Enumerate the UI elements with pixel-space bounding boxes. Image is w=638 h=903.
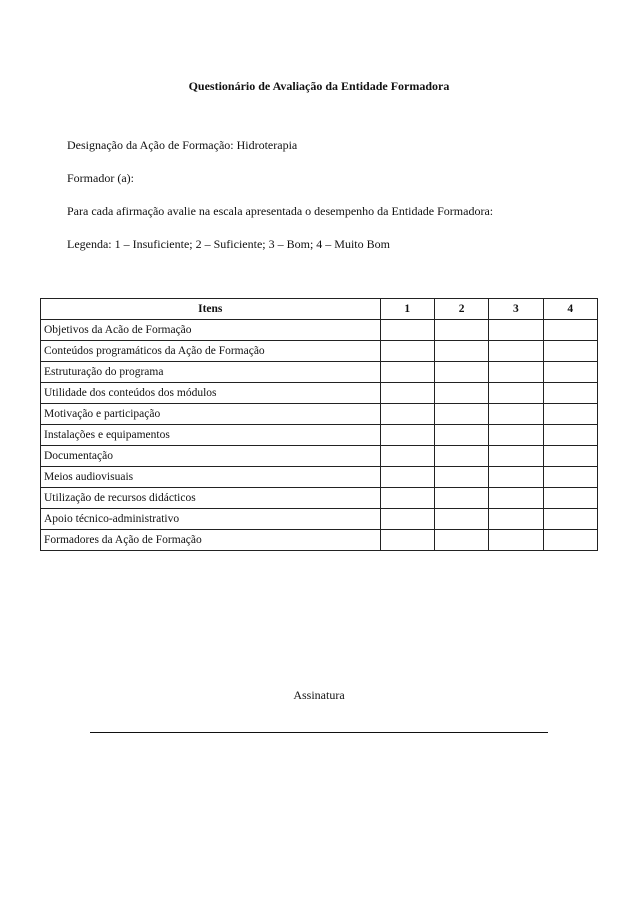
- score-cell-4[interactable]: [543, 425, 597, 446]
- score-cell-2[interactable]: [434, 488, 488, 509]
- score-cell-2[interactable]: [434, 509, 488, 530]
- score-cell-1[interactable]: [380, 509, 434, 530]
- header-score-4: 4: [543, 299, 597, 320]
- score-cell-2[interactable]: [434, 425, 488, 446]
- score-cell-2[interactable]: [434, 320, 488, 341]
- score-cell-1[interactable]: [380, 320, 434, 341]
- row-item-label: Conteúdos programáticos da Ação de Formação: [41, 341, 381, 362]
- score-cell-3[interactable]: [489, 362, 543, 383]
- row-item-label: Formadores da Ação de Formação: [41, 530, 381, 551]
- table-row: [41, 467, 598, 488]
- instructions: Para cada afirmação avalie na escala apresentada o desempenho da Entidade Formadora:: [67, 204, 494, 218]
- row-item-label: Utilização de recursos didácticos: [41, 488, 381, 509]
- score-cell-3[interactable]: [489, 467, 543, 488]
- score-cell-3[interactable]: [489, 425, 543, 446]
- score-cell-2[interactable]: [434, 446, 488, 467]
- score-cell-2[interactable]: [434, 467, 488, 488]
- row-item-label: Estruturação do programa: [41, 362, 381, 383]
- score-cell-2[interactable]: [434, 404, 488, 425]
- score-cell-3[interactable]: [489, 488, 543, 509]
- score-cell-4[interactable]: [543, 383, 597, 404]
- score-cell-1[interactable]: [380, 425, 434, 446]
- score-cell-3[interactable]: [489, 341, 543, 362]
- rating-legend: Legenda: 1 – Insuficiente; 2 – Suficiente; 3 – Bom; 4 – Muito Bom: [67, 237, 390, 251]
- score-cell-2[interactable]: [434, 383, 488, 404]
- score-cell-4[interactable]: [543, 509, 597, 530]
- page-title: Questionário de Avaliação da Entidade Formadora: [188, 79, 450, 93]
- header-score-2: 2: [434, 299, 488, 320]
- score-cell-4[interactable]: [543, 467, 597, 488]
- score-cell-4[interactable]: [543, 320, 597, 341]
- table-row: [41, 320, 598, 341]
- row-item-label: Instalações e equipamentos: [41, 425, 381, 446]
- row-item-label: Documentação: [41, 446, 381, 467]
- score-cell-1[interactable]: [380, 446, 434, 467]
- score-cell-3[interactable]: [489, 404, 543, 425]
- score-cell-4[interactable]: [543, 341, 597, 362]
- signature-label: Assinatura: [293, 688, 345, 702]
- signature-line[interactable]: [90, 732, 548, 733]
- header-items: Itens: [41, 299, 381, 320]
- score-cell-4[interactable]: [543, 404, 597, 425]
- score-cell-3[interactable]: [489, 530, 543, 551]
- score-cell-4[interactable]: [543, 362, 597, 383]
- score-cell-1[interactable]: [380, 404, 434, 425]
- score-cell-1[interactable]: [380, 530, 434, 551]
- table-row: [41, 425, 598, 446]
- score-cell-1[interactable]: [380, 341, 434, 362]
- score-cell-4[interactable]: [543, 530, 597, 551]
- table-header-row: [41, 299, 598, 320]
- table-row: [41, 383, 598, 404]
- row-item-label: Apoio técnico-administrativo: [41, 509, 381, 530]
- row-item-label: Objetivos da Acão de Formação: [41, 320, 381, 341]
- score-cell-3[interactable]: [489, 509, 543, 530]
- score-cell-4[interactable]: [543, 488, 597, 509]
- score-cell-2[interactable]: [434, 341, 488, 362]
- score-cell-3[interactable]: [489, 446, 543, 467]
- score-cell-3[interactable]: [489, 383, 543, 404]
- table-row: [41, 488, 598, 509]
- table-row: [41, 530, 598, 551]
- score-cell-1[interactable]: [380, 488, 434, 509]
- score-cell-1[interactable]: [380, 362, 434, 383]
- score-cell-3[interactable]: [489, 320, 543, 341]
- course-designation: Designação da Ação de Formação: Hidroterapia: [67, 138, 298, 152]
- header-score-1: 1: [380, 299, 434, 320]
- table-row: [41, 341, 598, 362]
- header-score-3: 3: [489, 299, 543, 320]
- table-row: [41, 362, 598, 383]
- evaluation-table: [40, 298, 598, 551]
- row-item-label: Motivação e participação: [41, 404, 381, 425]
- score-cell-1[interactable]: [380, 383, 434, 404]
- table-row: [41, 404, 598, 425]
- row-item-label: Utilidade dos conteúdos dos módulos: [41, 383, 381, 404]
- score-cell-2[interactable]: [434, 530, 488, 551]
- trainer-field: Formador (a):: [67, 171, 134, 185]
- score-cell-1[interactable]: [380, 467, 434, 488]
- table-row: [41, 446, 598, 467]
- score-cell-4[interactable]: [543, 446, 597, 467]
- score-cell-2[interactable]: [434, 362, 488, 383]
- row-item-label: Meios audiovisuais: [41, 467, 381, 488]
- table-row: [41, 509, 598, 530]
